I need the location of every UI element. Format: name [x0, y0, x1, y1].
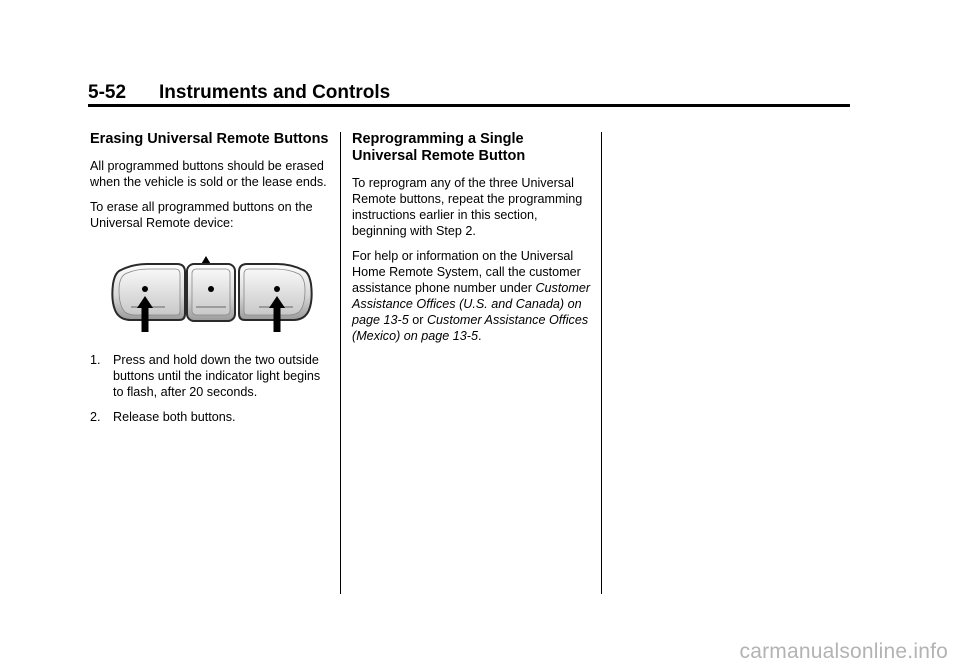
column-divider-left — [340, 132, 341, 594]
help-text: For help or information on the Universal Home Remote System, call the customer assistance phone number under — [352, 249, 581, 295]
list-item — [90, 352, 330, 400]
paragraph: To reprogram any of the three Universal Remote buttons, repeat the programming instructions earlier in this section, beginning with Step 2. — [352, 176, 583, 238]
chapter-title: Instruments and Controls — [159, 82, 391, 103]
left-column — [90, 131, 330, 434]
section-heading-erasing: Erasing Universal Remote Buttons — [90, 131, 329, 147]
center-remote-button — [187, 264, 235, 321]
step-number: 2. — [90, 410, 101, 424]
paragraph: All programmed buttons should be erased when the vehicle is sold or the lease ends. — [90, 159, 327, 189]
page-number: 5-52 — [88, 82, 127, 103]
middle-column — [352, 131, 592, 353]
column-divider-right — [601, 132, 602, 594]
remote-buttons-illustration — [107, 250, 317, 336]
help-text: or — [408, 313, 427, 327]
watermark: carmanualsonline.info — [739, 640, 948, 663]
step-number: 1. — [90, 353, 101, 367]
paragraph: To erase all programmed buttons on the Universal Remote device: — [90, 200, 313, 230]
help-text: . — [478, 329, 482, 343]
page-header — [88, 81, 850, 105]
paragraph-help — [352, 248, 592, 344]
section-heading-reprogramming: Reprogramming a Single Universal Remote Button — [352, 131, 526, 164]
cross-reference-link[interactable]: Customer Assistance Offices (Mexico) on page 13-5 — [352, 313, 589, 343]
step-text: Release both buttons. — [113, 410, 236, 424]
list-item — [90, 409, 330, 425]
header-rule — [88, 104, 850, 107]
cross-reference-link[interactable]: Customer Assistance Offices (U.S. and Canada) on page 13-5 — [352, 281, 591, 327]
erase-steps-list — [90, 352, 330, 425]
left-remote-button — [112, 264, 185, 320]
step-text: Press and hold down the two outside buttons until the indicator light begins to flash, after 20 seconds. — [113, 353, 321, 399]
